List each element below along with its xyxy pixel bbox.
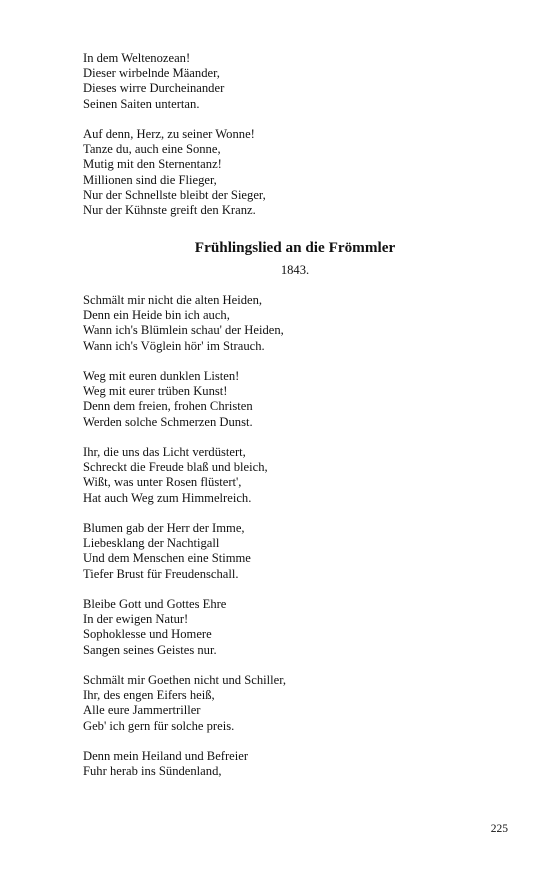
verse-line: Sophoklesse und Homere [83,627,212,642]
verse-line: Alle eure Jammertriller [83,703,201,718]
verse-line: Seinen Saiten untertan. [83,96,200,111]
verse-line: Denn ein Heide bin ich auch, [83,308,230,323]
verse-line: Schreckt die Freude blaß und bleich, [83,460,268,475]
verse-line: Ihr, die uns das Licht verdüstert, [83,445,246,459]
verse-line: Wißt, was unter Rosen flüstert', [83,475,242,490]
verse-line: Sangen seines Geistes nur. [83,642,217,657]
verse-line: Millionen sind die Flieger, [83,172,217,187]
verse-line: Wann ich's Blümlein schau' der Heiden, [83,323,284,338]
verse-line: Dieser wirbelnde Mäander, [83,66,220,81]
verse-line: Tanze du, auch eine Sonne, [83,142,221,157]
verse-line: Auf denn, Herz, zu seiner Wonne! [83,127,255,141]
page-number: 225 [490,823,508,835]
stanza [83,597,513,658]
stanza [83,293,513,354]
verse-line: In dem Weltenozean! [83,51,191,65]
verse-line: Dieses wirre Durcheinander [83,81,225,96]
verse-line: Wann ich's Vöglein hör' im Strauch. [83,338,265,353]
stanza [83,369,513,430]
stanza [83,127,513,218]
verse-line: Schmält mir Goethen nicht und Schiller, [83,673,287,687]
verse-line: Geb' ich gern für solche preis. [83,718,235,733]
poem-body [83,293,513,795]
stanza [83,673,513,734]
verse-line: Nur der Schnellste bleibt der Sieger, [83,187,266,202]
verse-line: Denn mein Heiland und Befreier [83,749,249,763]
verse-line: Nur der Kühnste greift den Kranz. [83,203,256,218]
verse-line: Bleibe Gott und Gottes Ehre [83,597,227,611]
stanza [83,445,513,506]
verse-line: In der ewigen Natur! [83,612,189,627]
verse-line: Weg mit euren dunklen Listen! [83,369,240,383]
poem-date: 1843. [280,263,310,277]
verse-line: Liebesklang der Nachtigall [83,536,220,551]
verse-line: Tiefer Brust für Freudenschall. [83,566,239,581]
stanza [83,521,513,582]
verse-line: Ihr, des engen Eifers heiß, [83,688,215,703]
verse-line: Blumen gab der Herr der Imme, [83,521,245,535]
verse-line: Werden solche Schmerzen Dunst. [83,414,253,429]
verse-line: Hat auch Weg zum Himmelreich. [83,490,252,505]
verse-line: Fuhr herab ins Sündenland, [83,764,222,779]
verse-line: Schmält mir nicht die alten Heiden, [83,293,263,307]
verse-line: Mutig mit den Sternentanz! [83,157,222,172]
verse-line: Denn dem freien, frohen Christen [83,399,253,414]
verse-line: Und dem Menschen eine Stimme [83,551,251,566]
previous-poem-ending [83,51,513,233]
stanza [83,749,513,779]
stanza [83,51,513,112]
poem-title: Frühlingslied an die Frömmler [194,239,396,256]
verse-line: Weg mit eurer trüben Kunst! [83,384,228,399]
